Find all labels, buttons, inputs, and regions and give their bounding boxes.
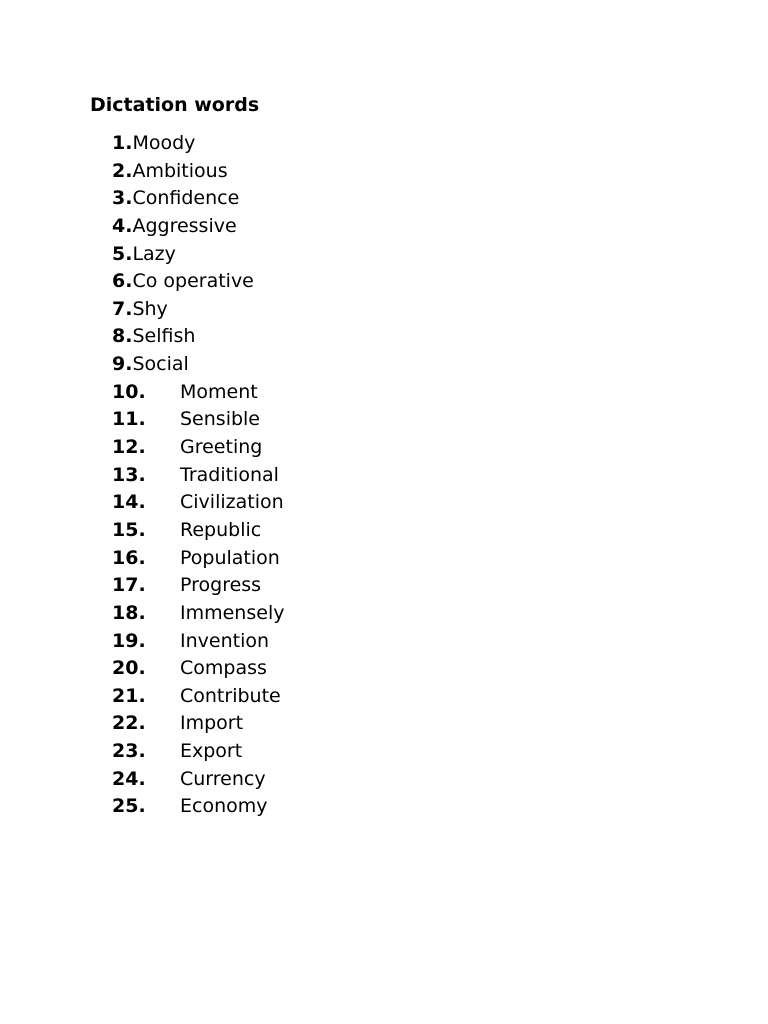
list-item <box>112 296 284 324</box>
list-item <box>112 130 284 158</box>
list-item <box>112 406 284 434</box>
item-word: Export <box>180 740 243 763</box>
item-word: Social <box>132 353 189 376</box>
dictation-word-list <box>112 130 284 821</box>
item-number: 10. <box>112 380 146 403</box>
list-item <box>112 185 284 213</box>
item-word: Confidence <box>132 187 240 210</box>
item-number: 15. <box>112 518 146 541</box>
item-number: 7. <box>112 297 133 320</box>
item-number: 4. <box>112 214 133 237</box>
item-number: 12. <box>112 436 146 459</box>
item-word: Moment <box>180 380 258 403</box>
list-item <box>112 545 284 573</box>
list-item <box>112 489 284 517</box>
item-number: 5. <box>112 242 133 265</box>
list-item <box>112 379 284 407</box>
item-word: Compass <box>180 657 267 680</box>
item-word: Sensible <box>180 408 260 431</box>
item-number: 3. <box>112 187 133 210</box>
item-word: Import <box>180 712 244 735</box>
list-item <box>112 710 284 738</box>
item-number: 20. <box>112 657 146 680</box>
item-word: Co operative <box>132 270 254 293</box>
list-item <box>112 655 284 683</box>
list-item <box>112 434 284 462</box>
item-number: 19. <box>112 629 146 652</box>
item-word: Ambitious <box>132 159 228 182</box>
item-number: 24. <box>112 767 146 790</box>
item-number: 11. <box>112 408 146 431</box>
item-number: 23. <box>112 740 146 763</box>
list-item <box>112 793 284 821</box>
item-number: 14. <box>112 491 146 514</box>
list-item <box>112 462 284 490</box>
item-number: 6. <box>112 270 133 293</box>
item-word: Aggressive <box>132 214 237 237</box>
item-word: Lazy <box>132 242 176 265</box>
list-item <box>112 268 284 296</box>
document-title: Dictation words <box>90 94 260 116</box>
list-item <box>112 600 284 628</box>
item-word: Republic <box>180 518 262 541</box>
item-number: 17. <box>112 574 146 597</box>
item-number: 9. <box>112 353 133 376</box>
item-number: 21. <box>112 684 146 707</box>
list-item <box>112 323 284 351</box>
list-item <box>112 766 284 794</box>
item-word: Moody <box>132 132 196 154</box>
item-word: Immensely <box>180 601 285 624</box>
item-number: 16. <box>112 546 146 569</box>
item-number: 1. <box>112 132 133 154</box>
list-item <box>112 683 284 711</box>
item-number: 25. <box>112 795 146 818</box>
list-item <box>112 158 284 186</box>
item-number: 2. <box>112 159 133 182</box>
item-word: Selfish <box>132 325 196 348</box>
list-item <box>112 572 284 600</box>
item-word: Civilization <box>180 491 284 514</box>
list-item <box>112 241 284 269</box>
item-number: 8. <box>112 325 133 348</box>
list-item <box>112 517 284 545</box>
item-number: 22. <box>112 712 146 735</box>
item-word: Economy <box>180 795 268 818</box>
list-item <box>112 351 284 379</box>
item-word: Shy <box>132 297 168 320</box>
item-word: Population <box>180 546 280 569</box>
item-number: 13. <box>112 463 146 486</box>
item-word: Progress <box>180 574 262 597</box>
item-word: Currency <box>180 767 266 790</box>
item-word: Contribute <box>180 684 281 707</box>
item-word: Traditional <box>180 463 279 486</box>
item-word: Invention <box>180 629 270 652</box>
list-item <box>112 738 284 766</box>
list-item <box>112 213 284 241</box>
item-word: Greeting <box>180 436 263 459</box>
list-item <box>112 628 284 656</box>
item-number: 18. <box>112 601 146 624</box>
